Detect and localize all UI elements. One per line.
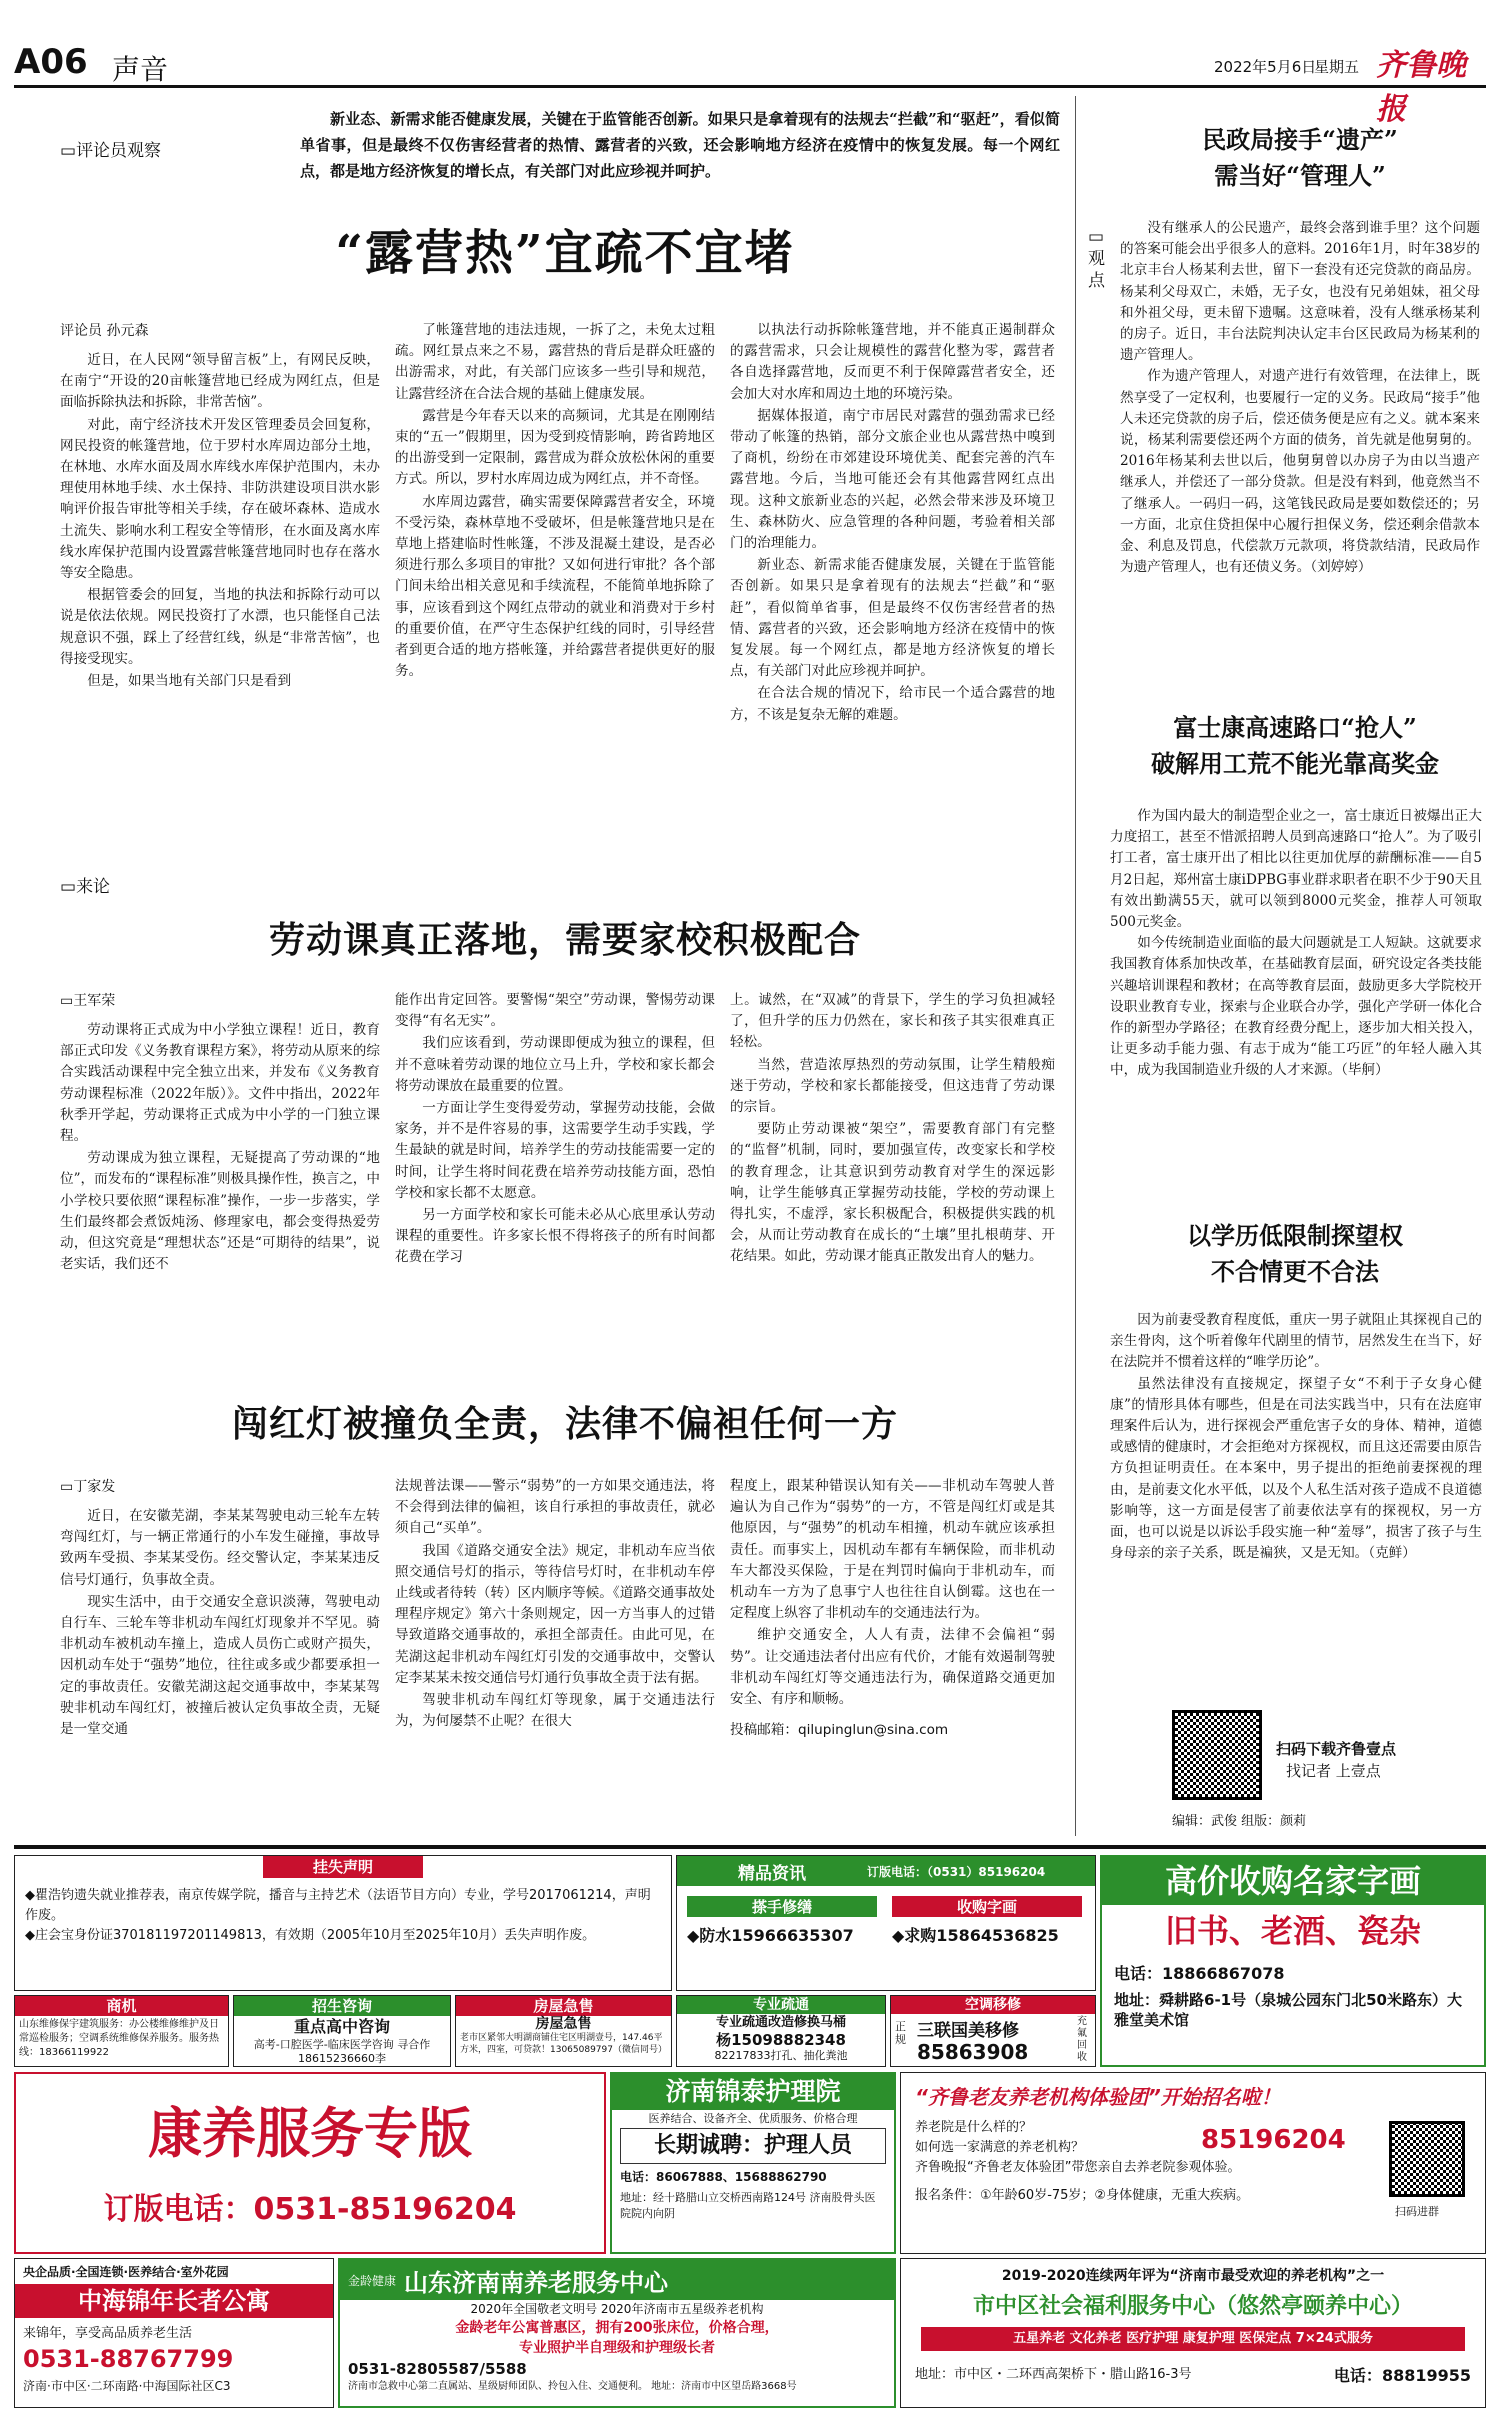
paragraph: 但是，如果当地有关部门只是看到 <box>87 673 292 690</box>
jingpin-phone: 订版电话：（0531）85196204 <box>867 1864 1046 1879</box>
qilu-phone: 85196204 <box>1201 2125 1346 2155</box>
zhonghai-top: 央企品质·全国连锁·医养结合·室外花园 <box>23 2265 229 2279</box>
paragraph: 水库周边露营，确实需要保障露营者安全，环境不受污染，森林草地不受破坏，但是帐篷营地只是在草地上搭建临时性帐篷，不涉及混凝土建设，是否必须进行那么多项目的审批？又如何进行审批？各个部门间未给出相关意见和手续流程，不能简单地拆除了事，应该看到这个网红点带动的就业和消费对于乡村的重要价值，在严守生态保护红线的同时，引导经营者到更合适的地方搭帐篷，并给露营者提供更好的服务。 <box>395 493 715 680</box>
zhaosheng-ad <box>233 1995 451 2067</box>
nanyang-ad <box>338 2258 896 2408</box>
zhuanye-phone: 杨15098882348 <box>716 2031 846 2049</box>
observer-tag-label: 评论员观察 <box>76 141 162 161</box>
laidong-col-1 <box>60 1020 380 1276</box>
paragraph: 近日，在人民网“领导留言板”上，有网民反映，在南宁“开设的20亩帐篷营地已经成为网红点，但是面临拆除执法和拆除，非常苦恼”。 <box>60 352 380 411</box>
gaojia-phone: 电话：18866867078 <box>1114 1964 1285 1983</box>
paragraph: 上。诚然，在“双减”的背景下，学生的学习负担减轻了，但升学的压力仍然在，家长和孩子其实很难真正轻松。 <box>730 992 1055 1051</box>
zhonghai-address: 济南·市中区·二环南路·中海国际社区C3 <box>23 2379 231 2393</box>
gaojia-ad <box>1100 1855 1486 2067</box>
paragraph: 维护交通安全，人人有责，法律不会偏袒“弱势”。让交通违法者付出应有代价，才能有效遏制驾驶非机动车闯红灯等交通违法行为，确保道路交通更加安全、有序和顺畅。 <box>730 1627 1055 1708</box>
qr-subcaption: 找记者 上壹点 <box>1286 1762 1381 1780</box>
fangwu-ad <box>455 1995 672 2067</box>
section-tag-lailun: ▭来论 <box>60 877 111 897</box>
shizhong-ad <box>900 2258 1486 2408</box>
sidebar-article-2-body <box>1110 806 1482 1082</box>
paragraph: 了帐篷营地的违法违规，一拆了之，未免太过粗疏。网红景点来之不易，露营热的背后是群众旺盛的出游需求，对此，有关部门应该多一些引导和规范，让露营经济在合法合规的基础上健康发展。 <box>395 322 715 402</box>
paragraph: 我们应该看到，劳动课即便成为独立的课程，但并不意味着劳动课的地位立马上升，学校和家长都会将劳动课放在最重要的位置。 <box>395 1035 715 1094</box>
lailun-tag-label: 来论 <box>76 877 111 897</box>
shizhong-phone-wrap: 电话：88819955 <box>1333 2366 1471 2385</box>
nanyang-address: 济南市急救中心第二直属站、星级厨师团队、拎包入住、交通便利。 地址：济南市中区望岳路3668号 <box>348 2381 797 2392</box>
honglu-col-3 <box>730 1476 1055 1742</box>
zhuanye-ad <box>676 1995 886 2067</box>
paragraph: 作为国内最大的制造型企业之一，富士康近日被爆出正大力度招工，甚至不惜派招聘人员到高速路口“抢人”。为了吸引打工者，富士康开出了相比以往更加优厚的薪酬标准——自5月2日起，郑州富士康iDPBG事业群求职者在职不少于90天且有效出勤满55天，就可以领到8000元奖金，推荐人可领取500元奖金。 <box>1110 808 1482 931</box>
sidebar-article-3-body <box>1110 1310 1482 1564</box>
shangji-body: 山东维修保宇建筑服务：办公楼维修维护及日常巡检服务；空调系统维修保养服务。服务热线：18366119922 <box>19 2019 219 2058</box>
lost-item: ◆瞿浩钧遗失就业推荐表，南京传媒学院，播音与主持艺术（法语节目方向）专业，学号2017061214，声明作废。 <box>25 1888 651 1923</box>
shizhong-address: 地址：市中区・二环西高架桥下・腊山路16-3号 <box>915 2367 1192 2382</box>
paragraph: 以执法行动拆除帐篷营地，并不能真正遏制群众的露营需求，只会让规模性的露营化整为零，露营者各自选择露营地，反而更不利于保障露营者安全，还会加大对水库和周边土地的环境污染。 <box>730 322 1055 402</box>
gaojia-subtitle: 旧书、老酒、瓷杂 <box>1164 1912 1421 1950</box>
kongtiao-phone: 85863908 <box>917 2040 1029 2064</box>
paragraph: 法规普法课——警示“弱势”的一方如果交通违法，将不会得到法律的偏袒，该自行承担的事故责任，就必须自己“买单”。 <box>395 1478 715 1537</box>
sidebar-article-1-body <box>1120 218 1480 578</box>
zhonghai-sub: 来锦年，享受高品质养老生活 <box>23 2326 193 2341</box>
observer-byline: 评论员 孙元森 <box>60 323 149 339</box>
sidebar-article-3-title: 以学历低限制探望权 不合情更不合法 <box>1187 1221 1403 1286</box>
honglu-title: 闯红灯被撞负全责，法律不偏袒任何一方 <box>231 1403 898 1445</box>
fangwu-body: 老市区紧邻大明湖商铺住宅区明湖壹号，147.46平方米，四室，可贷款！13065089797（微信同号） <box>460 2033 667 2055</box>
lost-statement-body <box>15 1878 671 1954</box>
zhonghai-phone: 0531-88767799 <box>23 2345 234 2373</box>
laidong-col-2 <box>395 990 715 1270</box>
lost-statement-head: 挂失声明 <box>263 1856 423 1878</box>
kangyang-phone: 订版电话：0531-85196204 <box>103 2192 517 2227</box>
shizhong-phone: 88819955 <box>1381 2366 1471 2385</box>
paragraph: 劳动课成为独立课程，无疑提高了劳动课的“地位”，而发布的“课程标准”则极具操作性，换言之，中小学校只要依照“课程标准”操作，一步一步落实，学生们最终都会煮饭炖汤、修理家电，都会变得热爱劳动，但这究竟是“理想状态”还是“可期待的结果”，说老实话，我们还不 <box>60 1150 380 1273</box>
paragraph: 作为遗产管理人，对遗产进行有效管理，在法律上，既然享受了一定权利，也要履行一定的义务。民政局“接手”他人未还完贷款的房子后，偿还债务便是应有之义。就本案来说，杨某利需要偿还两个方面的债务，首先就是他舅舅的。2016年杨某利去世以后，他舅舅曾以办房子为由以当遗产继承人，并偿还了一部分贷款。但是没有料到，他竟然当不了继承人。一码归一码，这笔钱民政局是要如数偿还的；另一方面，北京住贷担保中心履行担保义务，偿还剩余借款本金、利息及罚息，代偿款万元款项，将贷款结清，民政局作为遗产管理人，也有还债义务。（刘婷婷） <box>1120 368 1480 576</box>
nanyang-line-2: 金龄老年公寓普惠区，拥有200张床位，价格合理， <box>455 2320 779 2336</box>
jingpin-box <box>676 1855 1096 1991</box>
zhaosheng-body: 高考-口腔医学-临床医学咨询 寻合作18615236660李 <box>253 2038 431 2065</box>
kongtiao-side: 正规 <box>895 2020 906 2046</box>
kangyang-ad <box>14 2072 606 2254</box>
kongtiao-head: 空调移修 <box>891 1996 1095 2014</box>
zhaosheng-title: 重点高中咨询 <box>293 2017 390 2036</box>
paragraph: 虽然法律没有直接规定，探望子女“不利于子女身心健康”的情形具体有哪些，但是在司法实践当中，只有在法庭审理案件后认为，进行探视会严重危害子女的身体、精神，道德或感情的健康时，才会拒绝对方探视权，而且这还需要由原告方负担证明责任。在本案中，男子提出的拒绝前妻探视的理由，是前妻文化水平低，以及个人私生活对孩子造成不良道德影响等，这一方面是侵害了前妻依法享有的探视权，另一方面，也可以说是以诉讼手段实施一种“羞辱”，损害了孩子与生身母亲的亲子关系，既是褊狭，又是无知。（克鲜） <box>1110 1375 1482 1562</box>
observer-lead: 新业态、新需求能否健康发展，关键在于监管能否创新。如果只是拿着现有的法规去“拦截”和“驱赶”，看似简单省事，但是最终不仅伤害经营者的热情、露营者的兴致，还会影响地方经济在疫情中的恢复发展。每一个网红点，都是地方经济恢复的增长点，有关部门对此应珍视并呵护。 <box>300 110 1060 180</box>
gaojia-address: 地址：舜耕路6-1号（泉城公园东门北50米路东）大雅堂美术馆 <box>1114 1991 1462 2029</box>
nanyang-tag: 金龄健康 <box>348 2273 397 2288</box>
paragraph: 因为前妻受教育程度低，重庆一男子就阻止其探视自己的亲生骨肉，这个听着像年代剧里的情节，居然发生在当下，好在法院并不惯着这样的“唯学历论”。 <box>1110 1312 1482 1371</box>
fangwu-head: 房屋急售 <box>456 1996 671 2016</box>
jintai-hire: 长期诚聘：护理人员 <box>620 2128 886 2164</box>
zhuanye-title: 专业疏通改造修换马桶 <box>715 2015 846 2030</box>
jingpin-title: 精品资讯 <box>738 1863 806 1884</box>
lost-statement-box <box>14 1855 672 1991</box>
shougou-phone: ◆求购15864536825 <box>892 1926 1059 1945</box>
zhuanye-head: 专业疏通 <box>677 1996 885 2014</box>
qr-code-icon[interactable] <box>1389 2121 1465 2197</box>
kongtiao-title: 三联国美移修 <box>917 2021 1019 2041</box>
qilu-conditions: 报名条件：①年龄60岁-75岁；②身体健康，无重大疾病。 <box>915 2188 1250 2203</box>
observer-title: “露营热”宜疏不宜堵 <box>335 225 795 281</box>
ad-top-rule <box>14 1845 1486 1849</box>
paragraph: 露营是今年春天以来的高频词，尤其是在刚刚结束的“五一”假期里，因为受到疫情影响，跨省跨地区的出游受到一定限制，露营成为群众放松休闲的重要方式。所以，罗村水库周边成为网红点，并不奇怪。 <box>395 407 715 488</box>
jintai-title: 济南锦泰护理院 <box>612 2074 894 2110</box>
shougou-ad <box>892 1896 1082 1946</box>
paragraph: 驾驶非机动车闯红灯等现象，属于交通违法行为，为何屡禁不止呢？在很大 <box>395 1692 715 1730</box>
shizhong-title: 市中区社会福利服务中心（悠然亭颐养中心） <box>972 2294 1413 2319</box>
zhonghai-ad <box>14 2258 334 2408</box>
paragraph: 在合法合规的情况下，给市民一个适合露营的地方，不该是复杂无解的难题。 <box>730 685 1055 723</box>
paragraph: 近日，在安徽芜湖，李某某驾驶电动三轮车左转弯闯红灯，与一辆正常通行的小车发生碰撞，事故导致两车受损、李某某受伤。经交警认定，李某某违反信号灯通行，负事故全责。 <box>60 1508 380 1588</box>
paragraph: 要防止劳动课被“架空”，需要教育部门有完整的“监督”机制，同时，要加强宣传，改变家长和学校的教育理念，让其意识到劳动教育对学生的深远影响，让学生能够真正掌握劳动技能，学校的劳动课上得扎实，不虚浮，家长积极配合，积极提供实践的机会，从而让劳动教育在成长的“土壤”里扎根萌芽、开花结果。如此，劳动课才能真正散发出育人的魅力。 <box>730 1121 1055 1265</box>
paragraph: 程度上，跟某种错误认知有关——非机动车驾驶人普遍认为自己作为“弱势”的一方，不管是闯红灯或是其他原因，与“强势”的机动车相撞，机动车就应该承担责任。而事实上，因机动车都有车辆保险，而非机动车大都没买保险，于是在判罚时偏向于非机动车，而机动车一方为了息事宁人也往往自认倒霉。这也在一定程度上纵容了非机动车的交通违法行为。 <box>730 1478 1055 1622</box>
fangshui-head: 搽手修缮 <box>687 1896 877 1917</box>
qilu-ad <box>900 2072 1486 2254</box>
laidong-byline: ▭王军荣 <box>60 993 116 1009</box>
jintai-address: 地址：经十路腊山立交桥西南路124号 济南股骨头医院院内向阴 <box>620 2191 876 2220</box>
nanyang-line-3: 专业照护半自理级和护理级长者 <box>519 2340 715 2356</box>
paragraph: 当然，营造浓厚热烈的劳动氛围，让学生精般痴迷于劳动，学校和家长都能接受，但这违背了劳动课的宗旨。 <box>730 1056 1055 1116</box>
paragraph: 现实生活中，由于交通安全意识淡薄，驾驶电动自行车、三轮车等非机动车闯红灯现象并不罕见。骑非机动车被机动车撞上，造成人员伤亡或财产损失，因机动车处于“强势”地位，往往或多或少都要承担一定的事故责任。安徽芜湖这起交通事故中，李某某驾驶非机动车闯红灯，被撞后被认定负事故全责，无疑是一堂交通 <box>60 1593 380 1738</box>
kongtiao-side2: 充氟回收 <box>1077 2016 1087 2063</box>
section-tag-guandian: ▭ 观点 <box>1088 227 1105 291</box>
page-number: A06 <box>14 42 88 82</box>
shangji-ad <box>14 1995 229 2067</box>
gaojia-title: 高价收购名家字画 <box>1102 1857 1484 1905</box>
qr-code-icon[interactable] <box>1172 1710 1262 1800</box>
qr-caption: 扫码下载齐鲁壹点 <box>1276 1740 1397 1758</box>
zhonghai-title: 中海锦年长者公寓 <box>15 2284 333 2318</box>
shizhong-tags: 五星养老 文化养老 医疗护理 康复护理 医保定点 7×24式服务 <box>921 2327 1465 2351</box>
observer-col-1 <box>60 350 380 693</box>
guandian-tag-label: 观点 <box>1088 249 1105 291</box>
laidong-title: 劳动课真正落地，需要家校积极配合 <box>268 919 861 961</box>
shougou-head: 收购字画 <box>892 1896 1082 1917</box>
nanyang-title: 山东济南南养老服务中心 <box>404 2268 669 2297</box>
laidong-author: 王军荣 <box>73 993 116 1009</box>
shangji-head: 商机 <box>15 1996 228 2016</box>
fangshui-ad <box>687 1896 877 1946</box>
paragraph: 能作出肯定回答。要警惕“架空”劳动课，警惕劳动课变得“有名无实”。 <box>395 992 715 1030</box>
page-header <box>14 40 1486 127</box>
shizhong-footer <box>901 2355 1485 2394</box>
honglu-col-1 <box>60 1506 380 1741</box>
paragraph: 对此，南宁经济技术开发区管理委员会回复称，网民投资的帐篷营地，位于罗村水库周边部分土地，在林地、水库水面及周水库线水库保护范围内，未办理使用林地手续、水土保持、非防洪建设项目洪水影响评价报告审批等相关手续，存在破坏森林、造成水土流失、影响水利工程安全等情形，在水面及离水库线水库保护范围内设置露营帐篷营地同时也存在落水等安全隐患。 <box>60 416 380 582</box>
jintai-phone: 电话：86067888、15688862790 <box>620 2170 827 2184</box>
sidebar-article-2-title: 富士康高速路口“抢人” 破解用工荒不能光靠高奖金 <box>1151 713 1439 778</box>
masthead-logo: 齐鲁晚报 <box>1376 48 1466 127</box>
zhuanye-sub: 82217833打孔、抽化粪池 <box>714 2049 848 2062</box>
observer-col-2 <box>395 320 715 683</box>
paragraph: 我国《道路交通安全法》规定，非机动车应当依照交通信号灯的指示，等待信号灯时，在非机动车停止线或者待转（转）区内顺序等候。《道路交通事故处理程序规定》第六十条则规定，因一方当事人的过错导致道路交通事故的，承担全部责任。由此可见，在芜湖这起非机动车闯红灯引发的交通事故中，交警认定李某某未按交通信号灯通行负事故全责于法有据。 <box>395 1542 715 1686</box>
issue-date: 2022年5月6日 <box>1214 58 1317 76</box>
paragraph: 如今传统制造业面临的最大问题就是工人短缺。这就要求我国教育体系加快改革，在基础教育层面，研究设定各类技能兴趣培训课程和教材；在高等教育层面，鼓励更多大学院校开设职业教育专业，探索与企业联合办学，强化产学研一体化合作的新型办学路径；在教育经费分配上，逐步加大相关投入，让更多动手能力强、有志于成为“能工巧匠”的年轻人融入其中，成为我国制造业升级的人才来源。（毕舸） <box>1110 935 1482 1079</box>
jintai-ad <box>610 2072 896 2254</box>
paragraph: 劳动课将正式成为中小学独立课程！近日，教育部正式印发《义务教育课程方案》，将劳动从原来的综合实践活动课程中完全独立出来，并发布《义务教育劳动课程标准（2022年版）》。文件中指出，2022年秋季开学起，劳动课将正式成为中小学的一门独立课程。 <box>60 1022 380 1145</box>
paragraph: 另一方面学校和家长可能未必从心底里承认劳动课程的重要性。许多家长恨不得将孩子的所有时间都花费在学习 <box>395 1207 715 1266</box>
observer-col-3 <box>730 320 1055 727</box>
submission-email[interactable]: 投稿邮箱：qilupinglun@sina.com <box>730 1722 949 1739</box>
paragraph: 新业态、新需求能否健康发展，关键在于监管能否创新。如果只是拿着现有的法规去“拦截”和“驱赶”，看似简单省事，但是最终不仅伤害经营者的热情、露营者的兴致，还会影响地方经济在疫情中的恢复发展。每一个网红点，都是地方经济恢复的增长点，有关部门对此应珍视并呵护。 <box>730 557 1055 680</box>
jingpin-header <box>677 1856 1095 1886</box>
fangshui-phone: ◆防水15966635307 <box>687 1926 854 1945</box>
kangyang-title: 康养服务专版 <box>148 2102 472 2165</box>
paragraph: 没有继承人的公民遗产，最终会落到谁手里？这个问题的答案可能会出乎很多人的意料。2016年1月，时年38岁的北京丰台人杨某利去世，留下一套没有还完贷款的商品房。杨某利父母双亡，未婚，无子女，也没有兄弟姐妹，祖父母和外祖父母，更未留下遗嘱。这意味着，没有人继承杨某利的房子。近日，丰台法院判决认定丰台区民政局为杨某利的遗产管理人。 <box>1120 220 1480 364</box>
honglu-byline: ▭丁家发 <box>60 1479 116 1495</box>
qilu-title: “齐鲁老友养老机构体验团”开始招名啦！ <box>915 2085 1281 2109</box>
section-name: 声音 <box>112 53 169 86</box>
nanyang-header <box>340 2260 894 2300</box>
qilu-scan-label: 扫码进群 <box>1395 2205 1439 2218</box>
nanyang-line-1: 2020年全国敬老文明号 2020年济南市五星级养老机构 <box>470 2302 764 2316</box>
shizhong-top: 2019-2020连续两年评为“济南市最受欢迎的养老机构”之一 <box>1001 2268 1385 2284</box>
zhaosheng-head: 招生咨询 <box>234 1996 450 2016</box>
editor-credits: 编辑：武俊 组版：颜莉 <box>1172 1814 1307 1829</box>
section-tag-observer: ▭评论员观察 <box>60 141 162 161</box>
honglu-author: 丁家发 <box>73 1479 116 1495</box>
issue-weekday: 星期五 <box>1314 58 1360 76</box>
nanyang-phone: 0531-82805587/5588 <box>348 2360 527 2378</box>
column-divider <box>1075 96 1076 1836</box>
lost-item: ◆庄会宝身份证370181197201149813，有效期（2005年10月至2025年10月）丢失声明作废。 <box>25 1928 596 1943</box>
qilu-question-3: 齐鲁晚报“齐鲁老友体验团”带您亲自去养老院参观体验。 <box>915 2160 1241 2175</box>
jintai-sub: 医养结合、设备齐全、优质服务、价格合理 <box>648 2112 858 2125</box>
paragraph: 一方面让学生变得爱劳动，掌握劳动技能，会做家务，并不是件容易的事，这需要学生动手实践，学生最缺的就是时间，培养学生的劳动技能需要一定的时间，让学生将时间花费在培养劳动技能方面，恐怕学校和家长都不太愿意。 <box>395 1100 715 1201</box>
qilu-question-1: 养老院是什么样的？ <box>915 2120 1033 2135</box>
fangwu-title: 房屋急售 <box>535 2016 592 2032</box>
honglu-col-2 <box>395 1476 715 1733</box>
laidong-col-3 <box>730 990 1055 1269</box>
paragraph: 根据管委会的回复，当地的执法和拆除行动可以说是依法依规。网民投资打了水漂，也只能怪自己法规意识不强，踩上了经营红线，纵是“非常苦恼”，也得接受现实。 <box>60 587 380 667</box>
sidebar-article-1-title: 民政局接手“遗产” 需当好“管理人” <box>1202 125 1398 190</box>
kongtiao-ad <box>890 1995 1096 2067</box>
paragraph: 据媒体报道，南宁市居民对露营的强劲需求已经带动了帐篷的热销，部分文旅企业也从露营热中嗅到了商机，纷纷在市郊建设环境优美、配套完善的汽车露营地。今后，当地可能还会有其他露营网红点出现。这种文旅新业态的兴起，必然会带来涉及环境卫生、森林防火、应急管理的各种问题，考验着相关部门的治理能力。 <box>730 407 1055 552</box>
qilu-question-2: 如何选一家满意的养老机构？ <box>915 2140 1085 2155</box>
